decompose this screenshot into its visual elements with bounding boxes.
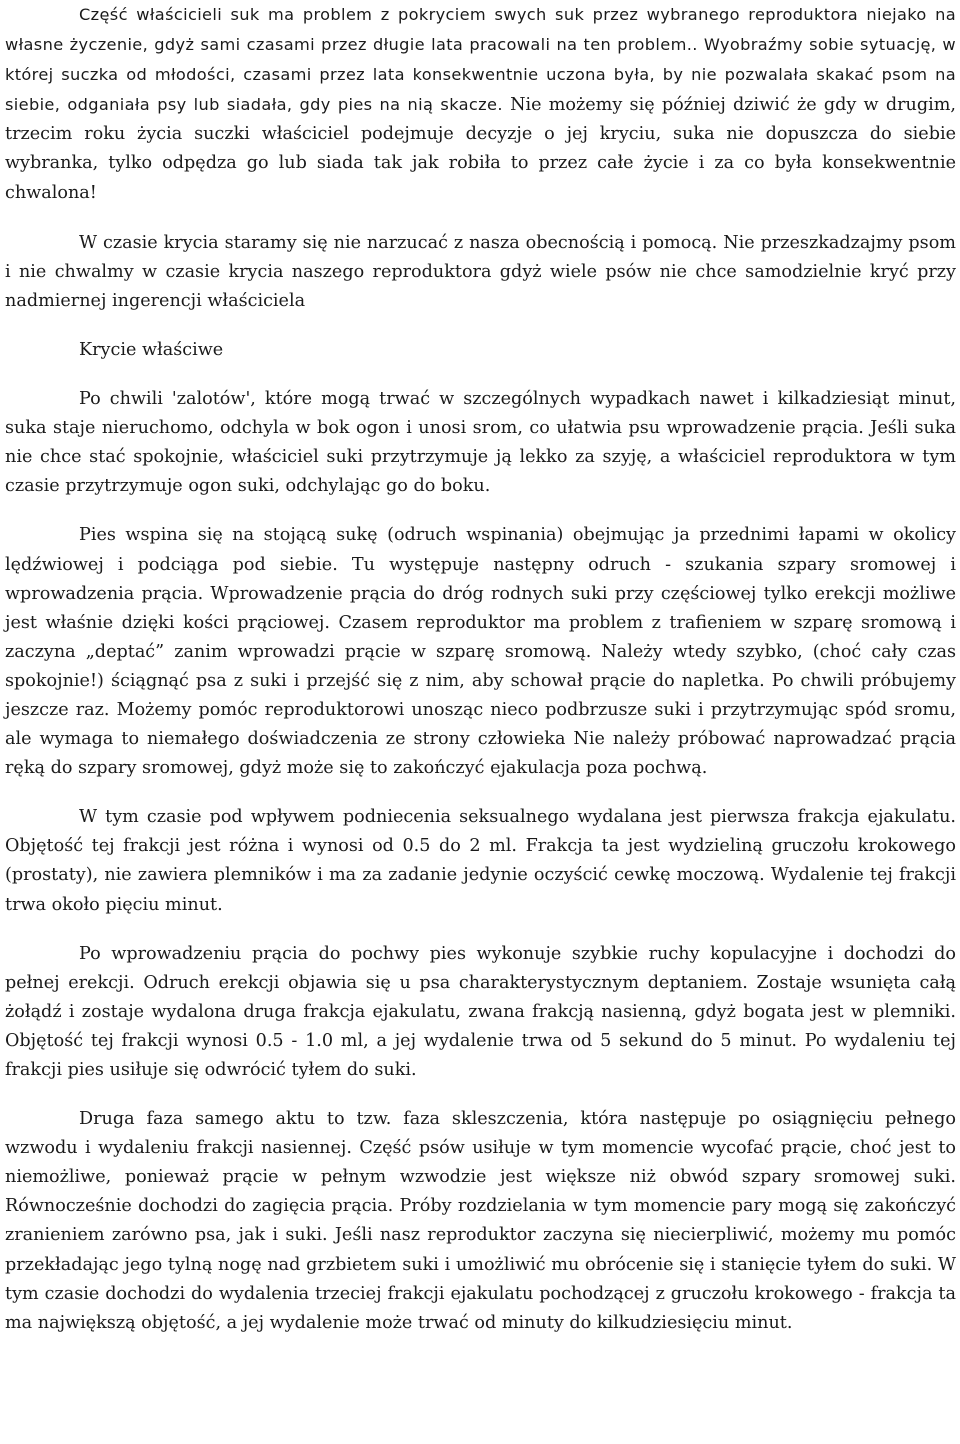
paragraph-tie-phase: Druga faza samego aktu to tzw. faza skleszczenia, która następuje po osiągnięciu pełnego wzwodu i wydaleniu frakcji nasiennej. Część psów usiłuje w tym momencie wycofać prącie, choć jest to niemożliwe, ponieważ prącie w pełnym wzwodzie jest większe niż obwód szpary sromowej suki. Równocześnie dochodzi do zagięcia prącia. Próby rozdzielania w tym momencie pary mogą się zakończyć zranieniem zarówno psa, jak i suki. Jeśli nasz reproduktor zaczyna się niecierpliwić, możemy mu pomóc przekładając jego tylną nogę nad grzbietem suki i umożliwić mu obrócenie się i stanięcie tyłem do suki. W tym czasie dochodzi do wydalenia trzeciej frakcji ejakulatu pochodzącej z gruczołu krokowego - frakcja ta ma największą objętość, a jej wydalenie może trwać od minuty do kilkudziesięciu minut.: [5, 1109, 956, 1333]
paragraph-second-fraction: Po wprowadzeniu prącia do pochwy pies wykonuje szybkie ruchy kopulacyjne i dochodzi do pełnej erekcji. Odruch erekcji objawia się u psa charakterystycznym deptaniem. Zostaje wsunięta całą żołądź i zostaje wydalona druga frakcja ejakulatu, zwana frakcją nasienną, gdyż bogata jest w plemniki. Objętość tej frakcji wynosi 0.5 - 1.0 ml, a jej wydalenie trwa od 5 sekund do 5 minut. Po wydaleniu tej frakcji pies usiłuje się odwrócić tyłem do suki.: [5, 943, 956, 1080]
paragraph-spacer: [5, 1085, 956, 1105]
paragraph-spacer: [5, 365, 956, 385]
paragraph-spacer: [5, 208, 956, 229]
paragraph-spacer: [5, 783, 956, 803]
paragraph-spacer: [5, 920, 956, 940]
paragraph-first-fraction: W tym czasie pod wpływem podniecenia seksualnego wydalana jest pierwsza frakcja ejakulatu. Objętość tej frakcji jest różna i wynosi od 0.5 do 2 ml. Frakcja ta jest wydzieliną gruczołu krokowego (prostaty), nie zawiera plemników i ma za zadanie jedynie oczyścić cewkę moczową. Wydalenie tej frakcji trwa około pięciu minut.: [5, 807, 956, 915]
paragraph-courtship: Po chwili 'zalotów', które mogą trwać w szczególnych wypadkach nawet i kilkadziesiąt minut, suka staje nieruchomo, odchyla w bok ogon i unosi srom, co ułatwia psu wprowadzenie prącia. Jeśli suka nie chce stać spokojnie, właściciel suki przytrzymuje ją lekko za szyję, a właściciel reproduktora w tym czasie przytrzymuje ogon suki, odchylając go do boku.: [5, 389, 956, 497]
document-page: [5, 0, 956, 1338]
paragraph-serif-part: Nie możemy się później dziwić że gdy w drugim, trzecim roku życia suczki właściciel podejmuje decyzje o jej kryciu, suka nie dopuszcza do siebie wybranka, tylko odpędza go lub siada tak jak robiła to przez całe życie i za co była konsekwentnie chwalona!: [5, 95, 957, 203]
paragraph-mounting: Pies wspina się na stojącą sukę (odruch wspinania) obejmując ja przednimi łapami w okolicy lędźwiowej i podciąga pod siebie. Tu występuje następny odruch - szukania szpary sromowej i wprowadzenia prącia. Wprowadzenie prącia do dróg rodnych suki przy częściowej tylko erekcji możliwe jest właśnie dzięki kości prąciowej. Czasem reproduktor ma problem z trafieniem w szparę sromową i zaczyna „deptać” zanim wprowadzi prącie w szparę sromową. Należy wtedy szybko, (choć cały czas spokojnie!) ściągnąć psa z suki i przejść się z nim, aby schował prącie do napletka. Po chwili próbujemy jeszcze raz. Możemy pomóc reproduktorowi unosząc nieco podbrzusze suki i przytrzymując spód sromu, ale wymaga to niemałego doświadczenia ze strony człowieka Nie należy próbować naprowadzać prącia ręką do szpary sromowej, gdyż może się to zakończyć ejakulacja poza pochwą.: [5, 525, 956, 779]
paragraph-spacer: [5, 501, 956, 521]
paragraph-during-mating: W czasie krycia staramy się nie narzucać z nasza obecnością i pomocą. Nie przeszkadzajmy psom i nie chwalmy w czasie krycia naszego reproduktora gdyż wiele psów nie chce samodzielnie kryć przy nadmiernej ingerencji właściciela: [5, 232, 956, 311]
section-heading: Krycie właściwe: [79, 339, 224, 360]
paragraph-sans-part: Część właścicieli suk ma problem z pokryciem swych suk przez wybranego reproduktora niejako na własne życzenie, gdyż sami czasami przez długie lata pracowali na ten problem.. Wyobraźmy sobie sytuację, w której suczka od młodości, czasami przez lata konsekwentnie uczona była, by nie pozwalała skakać psom na siebie, odganiała psy lub siadała, gdy pies na nią skacze.: [5, 5, 956, 115]
paragraph-spacer: [5, 316, 956, 336]
paragraph-owners-problem: [5, 0, 956, 208]
